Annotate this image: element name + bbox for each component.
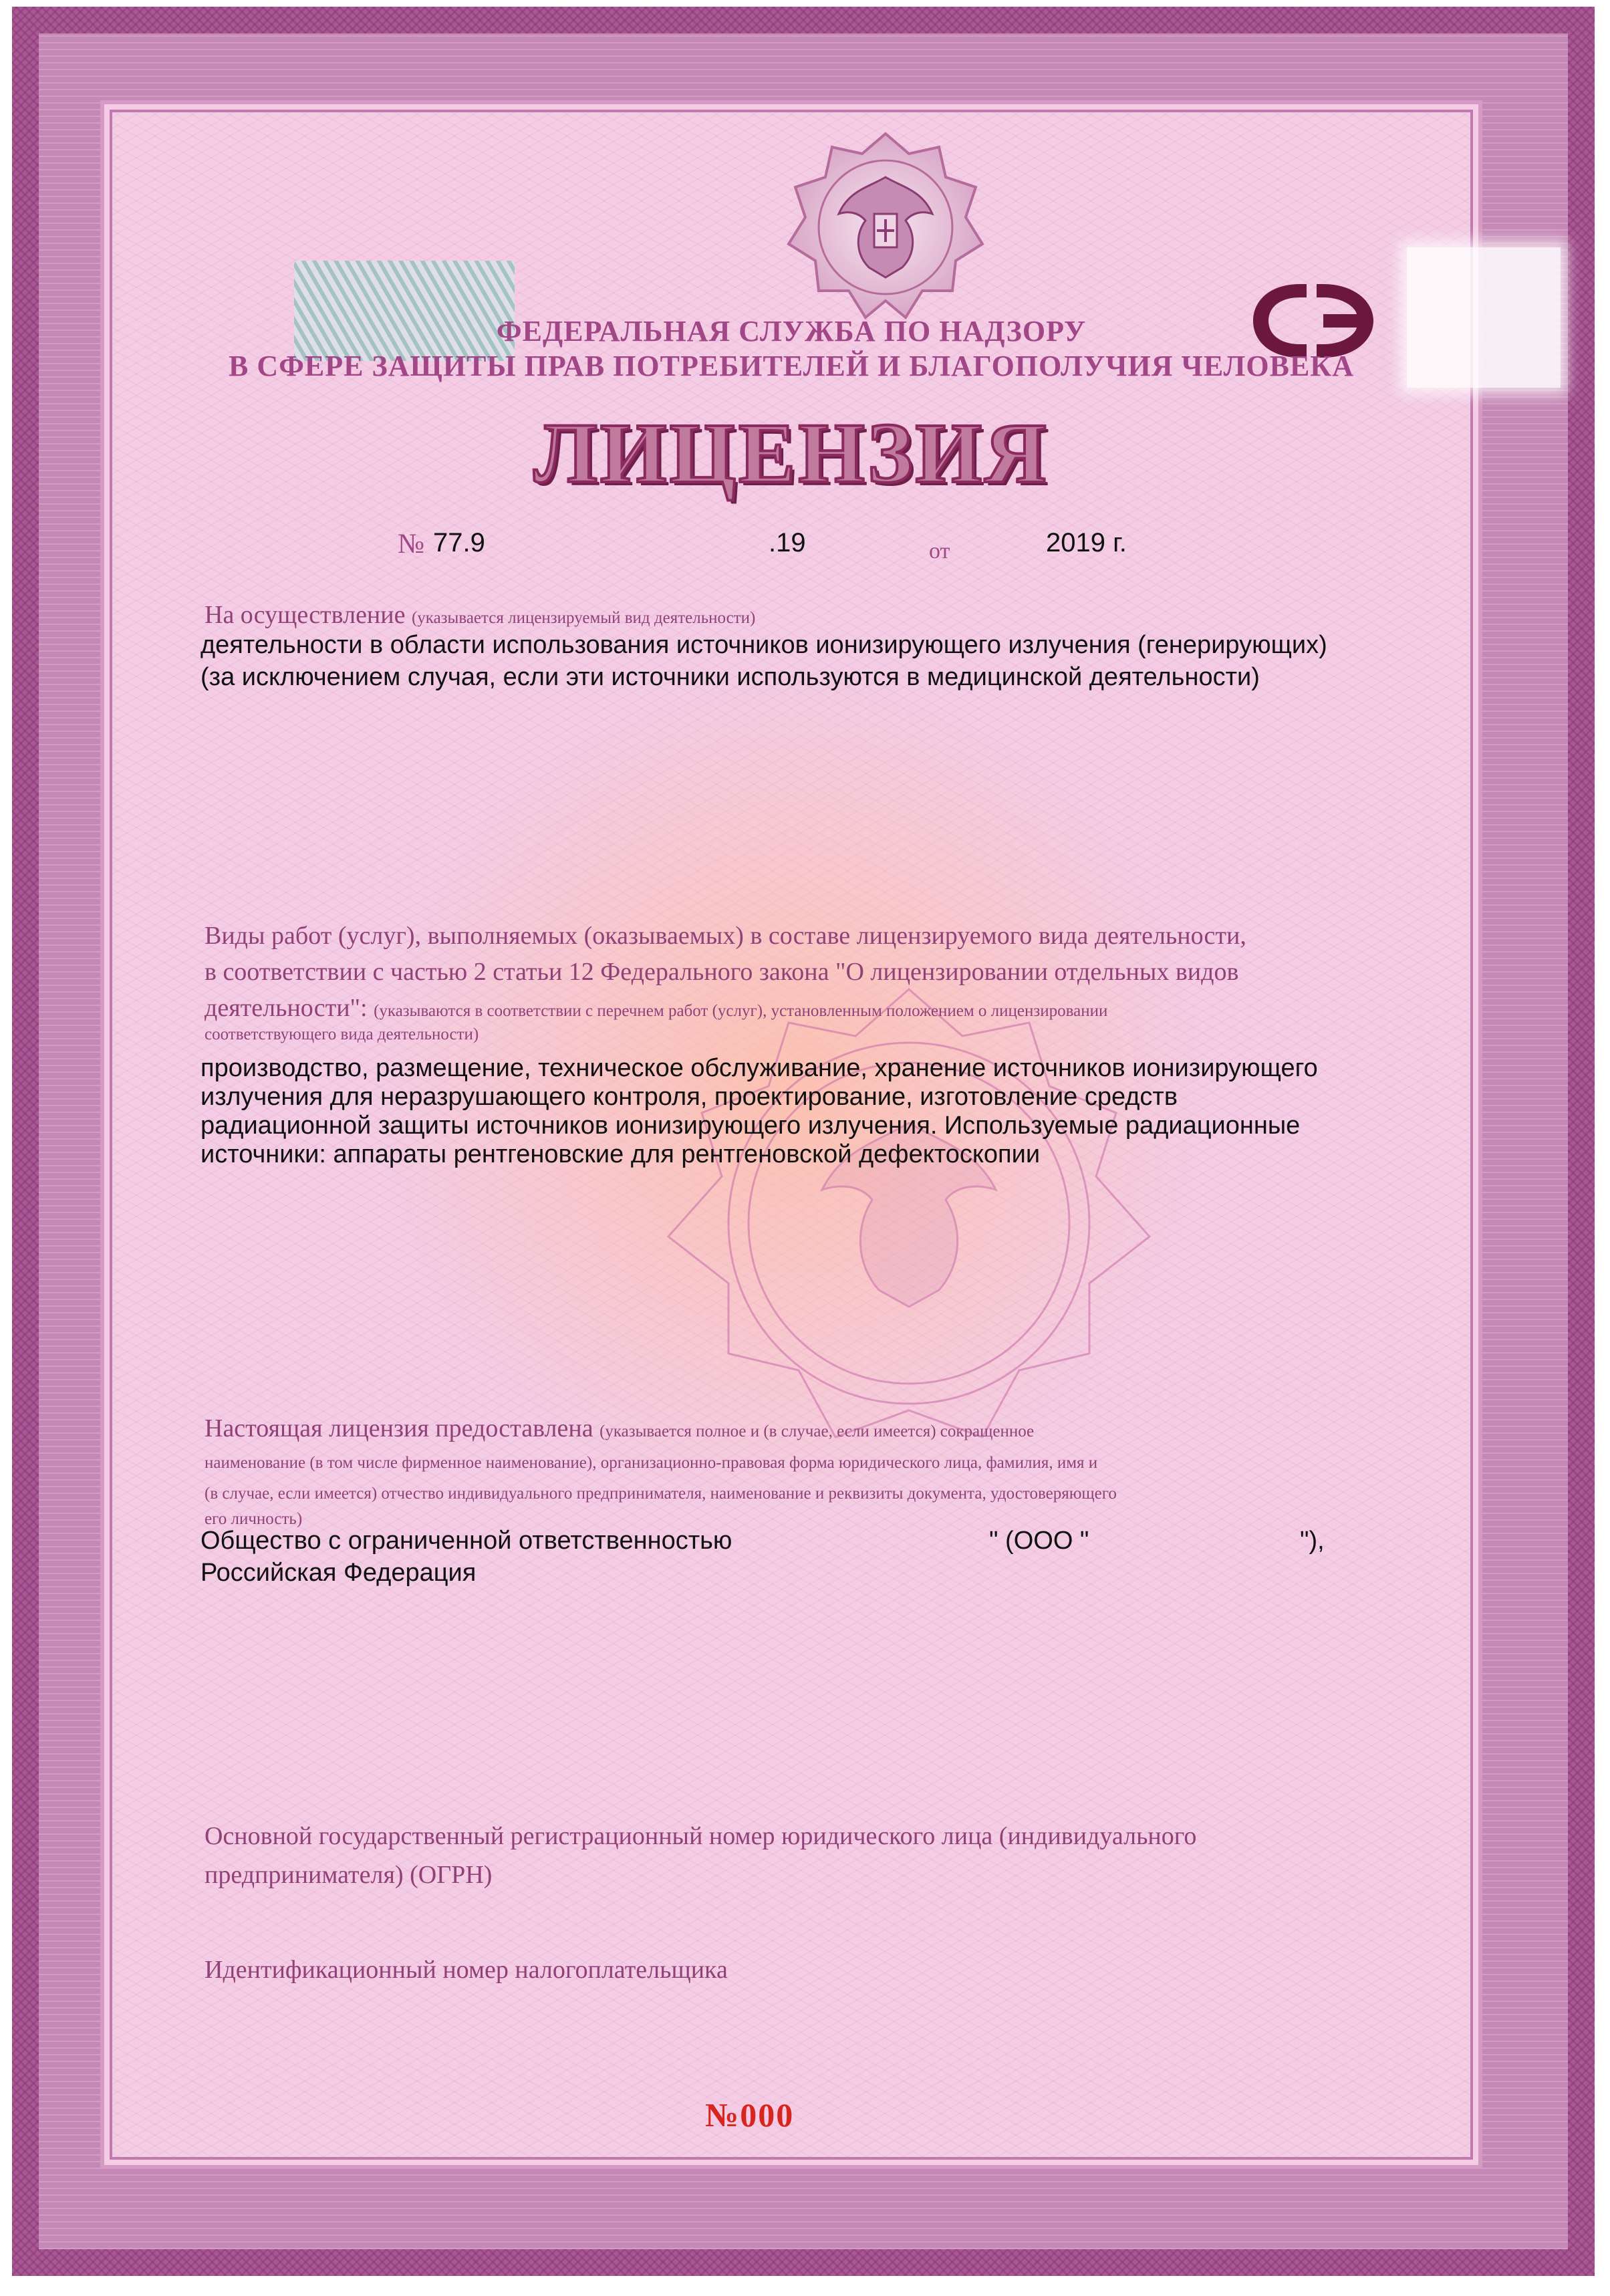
activity-line-2: (за исключением случая, если эти источники используются в медицинской деятельности) <box>200 663 1260 691</box>
works-label-line-3-text: деятельности": <box>205 994 368 1022</box>
licensee-hint-line-4: его личность) <box>205 1510 303 1528</box>
ogrn-label-line-1: Основной государственный регистрационный номер юридического лица (индивидуального <box>205 1822 1197 1850</box>
works-label-line-3 <box>205 990 1107 1029</box>
works-label-line-1: Виды работ (услуг), выполняемых (оказываемых) в составе лицензируемого вида деятельности, <box>205 922 1246 950</box>
activity-label-text: На осуществление <box>205 601 406 629</box>
licensee-name-part-2: " (ООО " <box>989 1527 1089 1555</box>
works-line-1: производство, размещение, техническое обслуживание, хранение источников ионизирующего <box>200 1054 1318 1082</box>
licensee-hint-line-2: наименование (в том числе фирменное наименование), организационно-правовая форма юридического лица, фамилия, имя и <box>205 1454 1098 1472</box>
blank-serial-number: №000 <box>705 2096 795 2134</box>
license-number: 77.9 <box>433 528 485 557</box>
agency-name-line2: В СФЕРЕ ЗАЩИТЫ ПРАВ ПОТРЕБИТЕЛЕЙ И БЛАГОПОЛУЧИЯ ЧЕЛОВЕКА <box>229 350 1354 382</box>
works-label-line-2: в соответствии с частью 2 статьи 12 Федерального закона "О лицензировании отдельных видов <box>205 958 1239 986</box>
emblem-icon <box>775 127 996 328</box>
inn-label: Идентификационный номер налогоплательщика <box>205 1956 728 1984</box>
works-hint-line-1: (указываются в соответствии с перечнем работ (услуг), установленным положением о лицензировании <box>374 1002 1108 1020</box>
number-sign: № <box>398 529 425 559</box>
agency-name-line1: ФЕДЕРАЛЬНАЯ СЛУЖБА ПО НАДЗОРУ <box>496 315 1087 348</box>
works-line-3: радиационной защиты источников ионизирующего излучения. Используемые радиационные <box>200 1112 1301 1140</box>
licensee-name-part-1: Общество с ограниченной ответственностью <box>200 1527 732 1555</box>
date-from-label: от <box>929 539 950 563</box>
licensee-label <box>205 1410 1034 1450</box>
licensee-name-part-3: "), <box>1300 1527 1325 1555</box>
ogrn-label-line-2: предпринимателя) (ОГРН) <box>205 1861 493 1889</box>
document-title: ЛИЦЕНЗИЯ <box>533 406 1049 501</box>
licensee-label-text: Настоящая лицензия предоставлена <box>205 1414 593 1442</box>
licensee-hint-line-3: (в случае, если имеется) отчество индивидуального предпринимателя, наименование и реквизиты документа, удостоверяющего <box>205 1485 1117 1503</box>
licensee-country: Российская Федерация <box>200 1559 477 1587</box>
works-line-4: источники: аппараты рентгеновские для рентгеновской дефектоскопии <box>200 1140 1041 1168</box>
license-year: 2019 г. <box>1046 528 1127 557</box>
activity-label-hint: (указывается лицензируемый вид деятельности) <box>411 609 756 627</box>
works-line-2: излучения для неразрушающего контроля, проектирование, изготовление средств <box>200 1083 1178 1111</box>
license-number-suffix: .19 <box>769 528 806 557</box>
works-hint-line-2: соответствующего вида деятельности) <box>205 1025 479 1043</box>
licensee-hint-line-1: (указывается полное и (в случае, если имеется) сокращенное <box>599 1422 1035 1440</box>
activity-line-1: деятельности в области использования источников ионизирующего излучения (генерирующих) <box>200 631 1327 659</box>
